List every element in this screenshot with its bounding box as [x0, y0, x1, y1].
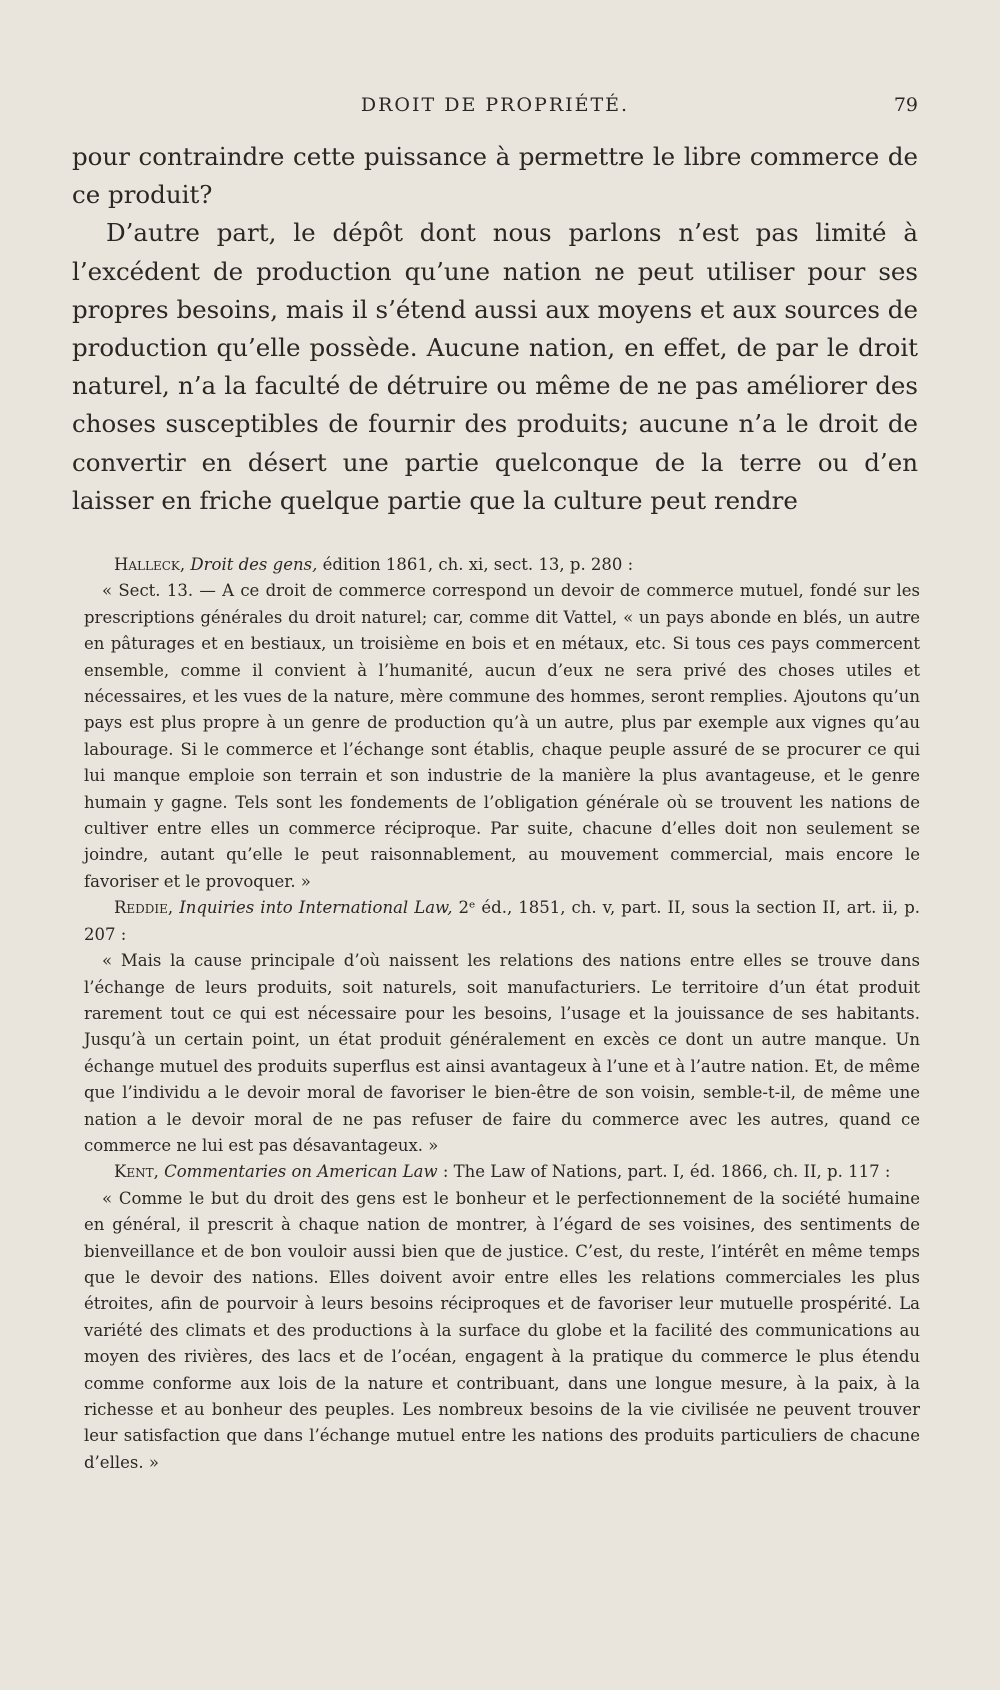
main-text [72, 138, 918, 520]
work-title: Droit des gens, [190, 555, 318, 574]
work-title: Commentaries on American Law [164, 1162, 438, 1182]
page-number: 79 [893, 94, 918, 116]
author-name: Halleck, [114, 555, 186, 574]
footnotes [84, 552, 920, 1476]
halleck-reference [84, 552, 920, 578]
halleck-quote: « Sect. 13. — A ce droit de commerce correspond un devoir de commerce mutuel, fondé sur les prescriptions générales du droit naturel; car, comme dit Vattel, « un pays abonde en blés, un autre en pâturages et en bestiaux, un troisième en bois et en métaux, etc. Si tous ces pays commercent ensemble, comme il convient à l’humanité, aucun d’eux ne sera privé des choses utiles et nécessaires, et les vues de la nature, mère commune des hommes, seront remplies. Ajoutons qu’un pays est plus propre à un genre de production qu’à un autre, plus par exemple aux vignes qu’au labourage. Si le commerce et l’échange sont établis, chaque peuple assuré de se procurer ce qui lui manque emploie son terrain et son industrie de la manière la plus avantageuse, et le genre humain y gagne. Tels sont les fondements de l’obligation générale où se trouvent les nations de cultiver entre elles un commerce réciproque. Par suite, chacune d’elles doit non seulement se joindre, autant qu’elle le peut raisonnablement, au mouvement commercial, mais encore le favoriser et le provoquer. » [84, 581, 920, 891]
citation-details: 2ᵉ éd., 1851, ch. v, part. II, sous la section II, art. ii, p. 207 : [84, 898, 920, 944]
kent-quote: « Comme le but du droit des gens est le bonheur et le perfectionnement de la société humaine en général, il prescrit à chaque nation de montrer, à l’égard de ses voisines, des sentiments de bienveillance et de bon vouloir aussi bien que de justice. C’est, du reste, l’intérêt en même temps que le devoir des nations. Elles doivent avoir entre elles les relations commerciales les plus étroites, afin de pourvoir à leurs besoins réciproques et de favoriser leur mutuelle prospérité. La variété des climats et des productions à la surface du globe et la facilité des communications au moyen des rivières, des lacs et de l’océan, engagent à la pratique du commerce le plus étendu comme conforme aux lois de la nature et contribuant, dans une longue mesure, à la paix, à la richesse et au bonheur des peuples. Les nombreux besoins de la vie civilisée ne peuvent trouver leur satisfaction que dans l’échange mutuel entre les nations des produits particuliers de chacune d’elles. » [84, 1188, 920, 1472]
author-name: Kent, [114, 1162, 159, 1182]
running-title: DROIT DE PROPRIÉTÉ. [360, 94, 630, 116]
citation-details: : The Law of Nations, part. I, éd. 1866, ch. II, p. 117 : [442, 1162, 891, 1182]
body-paragraph: D’autre part, le dépôt dont nous parlons n’est pas limité à l’excédent de production qu’une nation ne peut utiliser pour ses propres besoins, mais il s’étend aussi aux moyens et aux sources de production qu’elle possède. Aucune nation, en effet, de par le droit naturel, n’a la faculté de détruire ou même de ne pas améliorer des choses susceptibles de fournir des produits; aucune n’a le droit de convertir en désert une partie quelconque de la terre ou d’en laisser en friche quelque partie que la culture peut rendre [72, 218, 918, 515]
author-name: Reddie, [114, 898, 174, 918]
citation-details: édition 1861, ch. xi, sect. 13, p. 280 : [322, 555, 634, 574]
work-title: Inquiries into International Law, [179, 898, 453, 918]
reddie-reference [84, 895, 920, 948]
page-header [72, 94, 918, 124]
reddie-quote: « Mais la cause principale d’où naissent les relations des nations entre elles se trouve dans l’échange de leurs produits, soit naturels, soit manufacturiers. Le territoire d’un état produit rarement tout ce qui est nécessaire pour les besoins, l’usage et la jouissance de ses habitants. Jusqu’à un certain point, un état produit généralement en excès ce dont un autre manque. Un échange mutuel des produits superflus est ainsi avantageux à l’une et à l’autre nation. Et, de même que l’individu a le devoir moral de favoriser le bien-être de son voisin, semble-t-il, de même une nation a le devoir moral de ne pas refuser de faire du commerce avec les autres, quand ce commerce ne lui est pas désavantageux. » [84, 951, 920, 1155]
kent-reference [84, 1159, 920, 1185]
continuation-paragraph: pour contraindre cette puissance à permettre le libre commerce de ce produit? [72, 142, 918, 210]
